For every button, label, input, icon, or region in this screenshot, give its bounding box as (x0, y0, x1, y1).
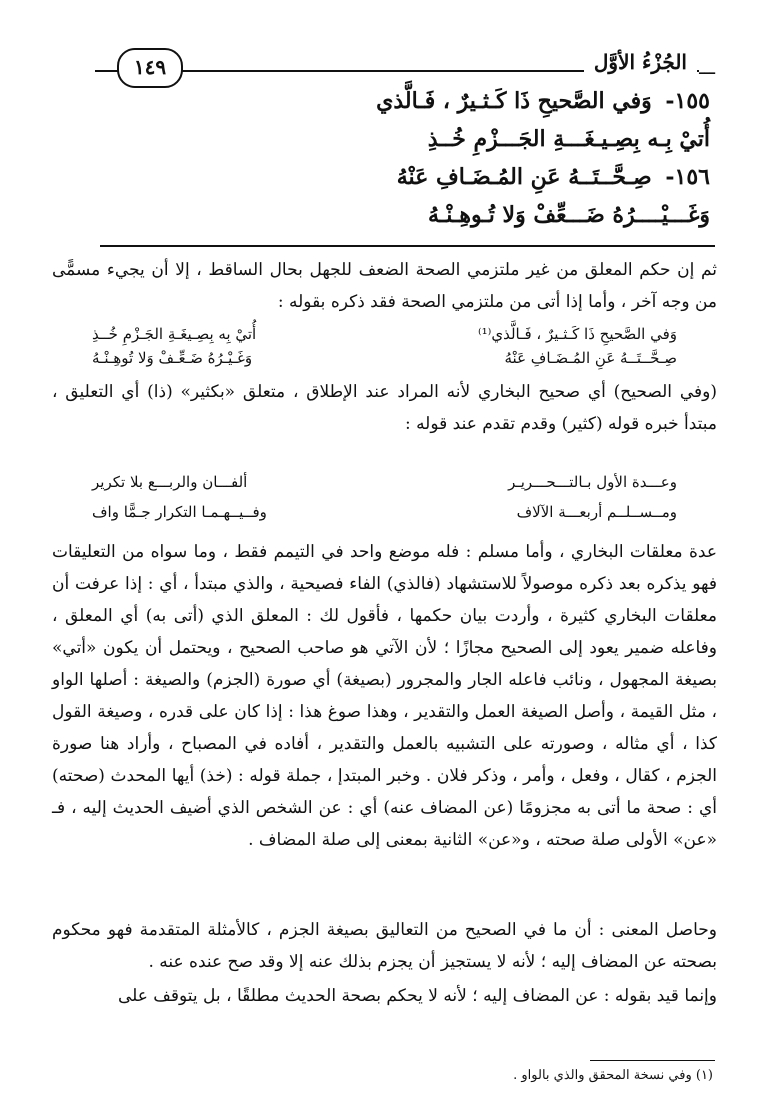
verse-156-second (110, 202, 710, 240)
verse-hemistich: وَفي الصَّحيحِ ذَا كَـثـيرٌ ، فَـالَّذي⁽¹⁾ (477, 325, 677, 343)
verse-155-first (110, 88, 710, 126)
verse-hemistich: أُتيْ بِه بِصِـيغَـةِ الجَـزْمِ خُــذِ (92, 325, 257, 343)
verse-number: ١٥٦- (665, 164, 710, 190)
verse-hemistich: صِـحَّــتَــهُ عَنِ المُـضَـافِ عَنْهُ (504, 349, 677, 367)
part-title: الجُزْءُ الأوَّل (584, 50, 697, 74)
verse-155-second (110, 126, 710, 164)
paragraph-3: عدة معلقات البخاري ، وأما مسلم : فله موضع واحد في التيمم فقط ، وما سواه من التعليقات فهو يذكره بعد ذكره موصولاً للاستشهاد (فالذي) الفاء فصيحية ، والذي مبتدأ ، أي : إذا عرفت أن معلقات البخاري كثيرة ، وأردت بيان حكمها ، فأقول لك : المعلق الذي (أتى به) أي المعلق ، وفاعله ضمير يعود إلى الصحيح مجازًا ؛ لأن الآتي هو صاحب الصحيح ، ويحتمل أن يكون «أتي» بصيغة المجهول ، ونائب فاعله الجار والمجرور (بصيغة) أي صورة (الجزم) والصيغة : أصلها الواو ، مثل القيمة ، وأصل الصيغة العمل والتقدير ، وهذا صوغ هذا : إذا كان على قدره ، وصيغة القول كذا ، أي مثاله ، وصورته على التشبيه بالعمل والتقدير ، أفاده في المصباح ، وأراد هنا صورة الجزم ، كقال ، وفعل ، وأمر ، وذكر فلان . وخبر المبتدإ ، جملة قوله : (خذ) أيها المحدث (صحته) أي : صحة ما أتى به مجزومًا (عن المضاف عنه) أي : عن الشخص الذي أضيف الحديث إليه ، فـ «عن» الأولى صلة صحته ، و«عن» الثانية بمعنى إلى صلة المضاف . (52, 542, 717, 850)
verse-hemistich: وعـــدة الأول بـالتـــحـــريـر (508, 473, 677, 491)
footnote-rule (590, 1060, 715, 1061)
header-dash: ـــ (699, 58, 715, 79)
paragraph-4: وحاصل المعنى : أن ما في الصحيح من التعاليق بصيغة الجزم ، كالأمثلة المتقدمة فهو محكوم بصحته عن المضاف إليه ؛ لأنه لا يستجيز أن يجزم بذلك عنه إلا وقد صح عنده عنه . (52, 920, 717, 972)
footnote: (١) وفي نسخة المحقق والذي بالواو . (513, 1068, 713, 1083)
quoted-verse-2 (52, 470, 717, 524)
verse-hemistich: وَغَـيْـرُهُ ضَـعِّـفْ وَلا تُوهِـنْـهُ (92, 349, 253, 367)
verse-hemistich: وَغَـــيْــــرُهُ ضَـــعِّفْ وَلا تُـوهِـنْـهُ (428, 202, 710, 228)
quoted-verse-1 (52, 322, 717, 370)
verse-hemistich: صِـحَّــتَــهُ عَنِ المُـضَـافِ عَنْهُ (396, 164, 652, 190)
verse-hemistich: وفــيــهـمـا التكرار جـمًّا واف (92, 503, 267, 521)
paragraph-2: (وفي الصحيح) أي صحيح البخاري لأنه المراد عند الإطلاق ، متعلق «بكثير» (ذا) أي التعليق ، مبتدأ خبره قوله (كثير) وقدم تقدم عند قوله : (52, 382, 717, 434)
page-number: ١٤٩ (117, 48, 183, 88)
verse-hemistich: أُتيْ بِـه بِصِـيـغَـــةِ الجَـــزْمِ خُــذِ (427, 126, 710, 152)
poem-matn (110, 88, 710, 240)
matn-separator (100, 245, 715, 247)
paragraph-5: وإنما قيد بقوله : عن المضاف إليه ؛ لأنه لا يحكم بصحة الحديث مطلقًا ، بل يتوقف على (117, 986, 717, 1006)
verse-number: ١٥٥- (665, 88, 710, 114)
verse-hemistich: وَفي الصَّحيحِ ذَا كَـثـيرٌ ، فَـالَّذي (376, 88, 652, 114)
paragraph-1: ثم إن حكم المعلق من غير ملتزمي الصحة الضعف للجهل بحال الساقط ، إلا أن يجيء مسمًّى من وجه آخر ، وأما إذا أتى من ملتزمي الصحة فقد ذكره بقوله : (52, 260, 717, 312)
verse-156-first (110, 164, 710, 202)
verse-hemistich: ومــســلــم أربعـــة الآلاف (516, 503, 677, 521)
verse-hemistich: ألفـــان والربـــع بلا تكرير (92, 473, 248, 491)
